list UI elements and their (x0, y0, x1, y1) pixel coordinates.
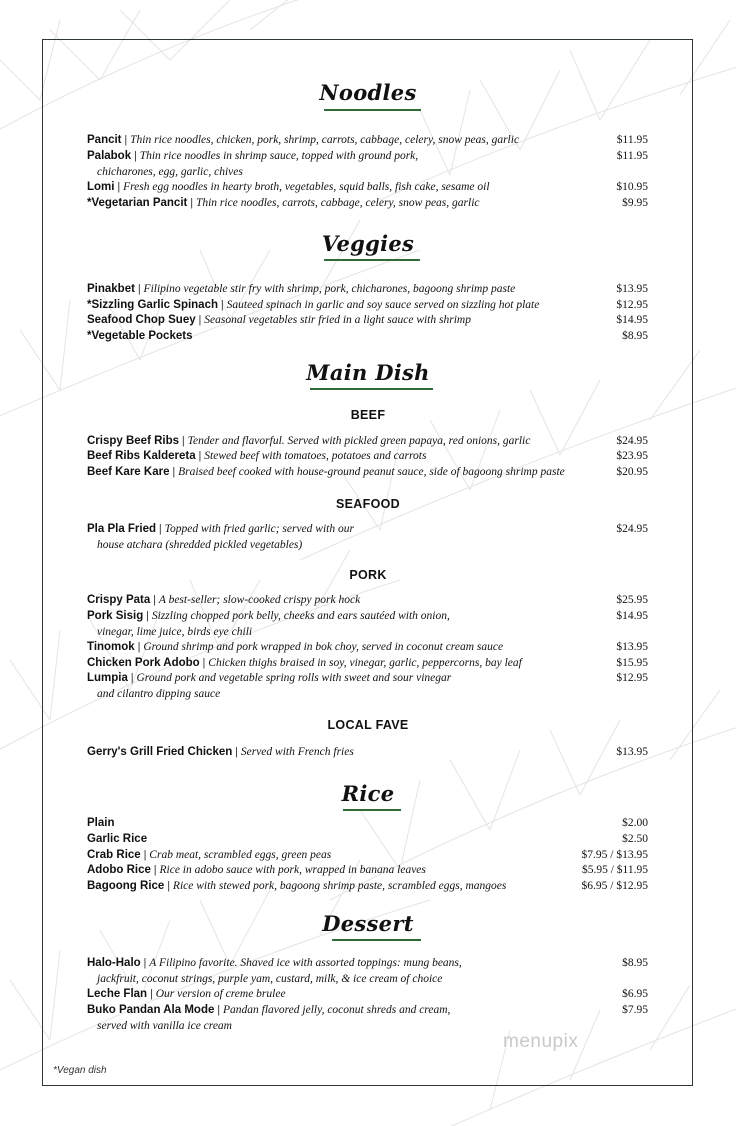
menu-item: Gerry's Grill Fried Chicken | Served with French fries $13.95 (87, 746, 648, 758)
item-description-continued: house atchara (shredded pickled vegetables) (97, 539, 303, 551)
menu-item: Chicken Pork Adobo | Chicken thighs braised in soy, vinegar, garlic, peppercorns, bay leaf $15.95 (87, 657, 648, 669)
item-price: $13.95 (616, 746, 648, 758)
item-price: $12.95 (616, 299, 648, 311)
section-title-veggies: Veggies (321, 231, 415, 256)
item-description-continued: and cilantro dipping sauce (97, 688, 221, 700)
menu-item: Pork Sisig | Sizzling chopped pork belly, cheeks and ears sautéed with onion, $14.95 (87, 610, 648, 622)
menu-item: Halo-Halo | A Filipino favorite. Shaved ice with assorted toppings: mung beans, $8.95 (87, 957, 648, 969)
rice-underline (343, 809, 401, 811)
menu-item: Garlic Rice $2.50 (87, 833, 648, 845)
item-price: $11.95 (616, 150, 648, 162)
item-description-continued: vinegar, lime juice, birds eye chili (97, 626, 253, 638)
item-price: $7.95 / $13.95 (581, 849, 648, 861)
item-price: $13.95 (616, 641, 648, 653)
menu-item: *Vegetable Pockets $8.95 (87, 330, 648, 342)
menu-item: Seafood Chop Suey | Seasonal vegetables stir fried in a light sauce with shrimp $14.95 (87, 314, 648, 326)
item-price: $8.95 (622, 330, 648, 342)
item-price: $24.95 (616, 435, 648, 447)
item-price: $2.00 (622, 817, 648, 829)
item-description-continued: served with vanilla ice cream (97, 1020, 232, 1032)
menu-item: Palabok | Thin rice noodles in shrimp sauce, topped with ground pork, $11.95 (87, 150, 648, 162)
item-price: $8.95 (622, 957, 648, 969)
item-price: $14.95 (616, 610, 648, 622)
menu-item: Beef Ribs Kaldereta | Stewed beef with tomatoes, potatoes and carrots $23.95 (87, 450, 648, 462)
item-price: $15.95 (616, 657, 648, 669)
menu-item: Pinakbet | Filipino vegetable stir fry with shrimp, pork, chicharones, bagoong shrimp paste $13.95 (87, 283, 648, 295)
item-price: $23.95 (616, 450, 648, 462)
item-price: $10.95 (616, 181, 648, 193)
menu-item: *Sizzling Garlic Spinach | Sauteed spinach in garlic and soy sauce served on sizzling hot plate $12.95 (87, 299, 648, 311)
noodles-underline (324, 109, 421, 111)
menu-item: Leche Flan | Our version of creme brulee $6.95 (87, 988, 648, 1000)
item-price: $14.95 (616, 314, 648, 326)
item-description-continued: jackfruit, coconut strings, purple yam, custard, milk, & ice cream of choice (97, 973, 443, 985)
menu-item: *Vegetarian Pancit | Thin rice noodles, carrots, cabbage, celery, snow peas, garlic $9.95 (87, 197, 648, 209)
menu-item: Pancit | Thin rice noodles, chicken, pork, shrimp, carrots, cabbage, celery, snow peas, garlic $11.95 (87, 134, 648, 146)
item-price: $6.95 (622, 988, 648, 1000)
menu-item: Buko Pandan Ala Mode | Pandan flavored jelly, coconut shreds and cream, $7.95 (87, 1004, 648, 1016)
section-title-main-dish: Main Dish (306, 360, 430, 385)
subheading-local-fave: LOCAL FAVE (327, 718, 409, 732)
item-price: $13.95 (616, 283, 648, 295)
item-price: $11.95 (616, 134, 648, 146)
item-price: $7.95 (622, 1004, 648, 1016)
subheading-pork: PORK (349, 568, 387, 582)
menu-item: Tinomok | Ground shrimp and pork wrapped in bok choy, served in coconut cream sauce $13.95 (87, 641, 648, 653)
menu-item: Crispy Beef Ribs | Tender and flavorful. Served with pickled green papaya, red onions, garlic $24.95 (87, 435, 648, 447)
menu-item: Lumpia | Ground pork and vegetable spring rolls with sweet and sour vinegar $12.95 (87, 672, 648, 684)
menu-item: Beef Kare Kare | Braised beef cooked with house-ground peanut sauce, side of bagoong shrimp paste $20.95 (87, 466, 648, 478)
watermark: menupix (503, 1031, 579, 1052)
subheading-seafood: SEAFOOD (336, 497, 400, 511)
menu-item: Crispy Pata | A best-seller; slow-cooked crispy pork hock $25.95 (87, 594, 648, 606)
section-title-dessert: Dessert (322, 911, 414, 936)
menu-item: Pla Pla Fried | Topped with fried garlic; served with our $24.95 (87, 523, 648, 535)
item-price: $24.95 (616, 523, 648, 535)
item-price: $20.95 (616, 466, 648, 478)
item-price: $2.50 (622, 833, 648, 845)
dessert-underline (332, 939, 421, 941)
section-title-noodles: Noodles (319, 80, 417, 105)
veggies-underline (324, 259, 420, 261)
item-price: $25.95 (616, 594, 648, 606)
item-price: $9.95 (622, 197, 648, 209)
item-price: $12.95 (616, 672, 648, 684)
section-title-rice: Rice (341, 781, 395, 806)
item-description-continued: chicharones, egg, garlic, chives (97, 166, 243, 178)
menu-item: Crab Rice | Crab meat, scrambled eggs, green peas $7.95 / $13.95 (87, 849, 648, 861)
item-price: $5.95 / $11.95 (581, 864, 648, 876)
menu-item: Adobo Rice | Rice in adobo sauce with pork, wrapped in banana leaves $5.95 / $11.95 (87, 864, 648, 876)
item-price: $6.95 / $12.95 (581, 880, 648, 892)
subheading-beef: BEEF (350, 408, 386, 422)
vegan-footnote: *Vegan dish (53, 1065, 107, 1076)
menu-item: Bagoong Rice | Rice with stewed pork, bagoong shrimp paste, scrambled eggs, mangoes $6.95 / $12.95 (87, 880, 648, 892)
main-dish-underline (310, 388, 433, 390)
menu-item: Lomi | Fresh egg noodles in hearty broth, vegetables, squid balls, fish cake, sesame oil $10.95 (87, 181, 648, 193)
menu-item: Plain $2.00 (87, 817, 648, 829)
